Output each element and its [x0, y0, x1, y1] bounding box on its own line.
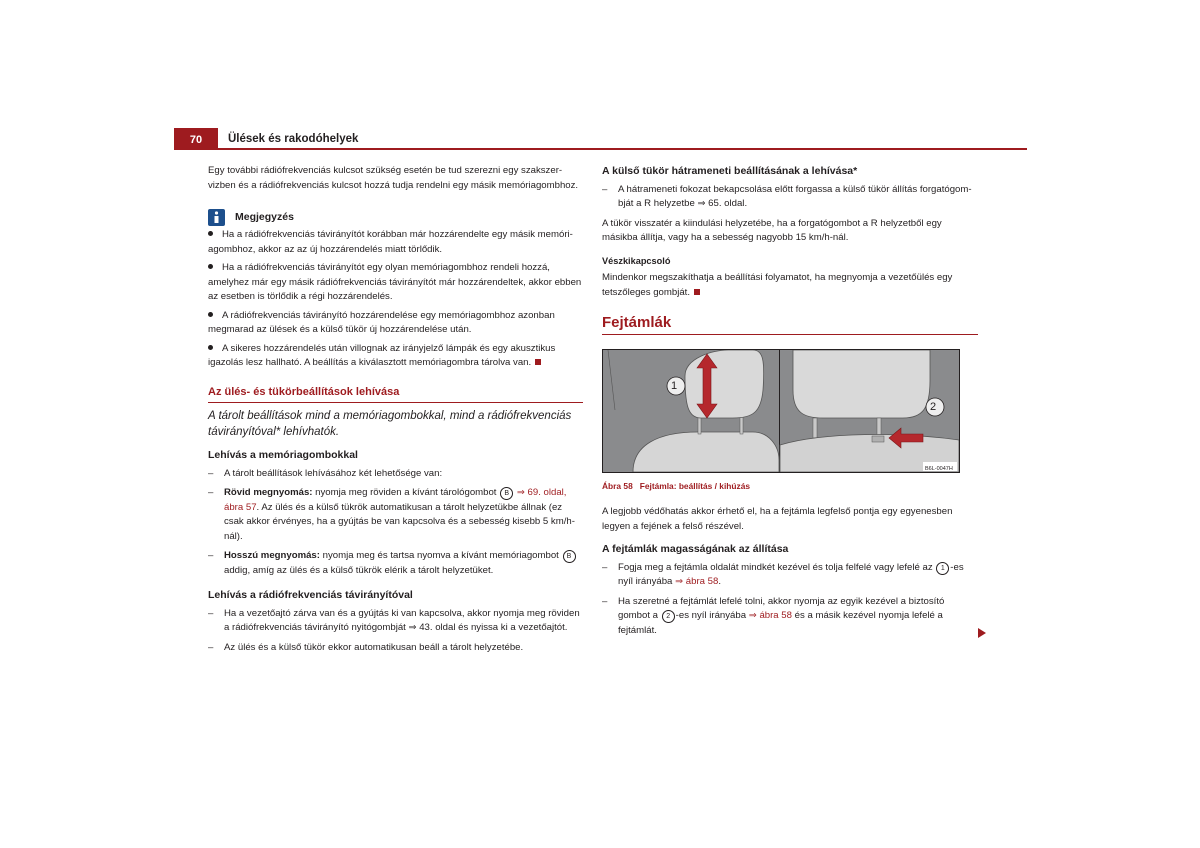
- button-b-marker: B: [563, 550, 576, 563]
- memory-buttons-title: Lehívás a memóriagombokkal: [208, 449, 358, 461]
- list-item: [602, 561, 978, 590]
- page-number: 70: [174, 128, 218, 149]
- figure-label-1: 1: [671, 379, 678, 392]
- caption-prefix: Ábra 58: [602, 480, 633, 491]
- end-marker: [694, 289, 700, 295]
- list-item: – Ha a vezetőajtó zárva van és a gyújtás ki van kapcsolva, akkor nyomja meg röviden a rádiófrekvenciás távirányító nyitógombját ⇒ 43. oldal és nyissa ki a vezetőajtót.: [208, 607, 583, 636]
- list-item: [602, 595, 978, 639]
- figure-caption: [602, 479, 978, 494]
- short-press-label: Rövid megnyomás:: [224, 487, 313, 498]
- figure-code: B6L-0047H: [925, 465, 953, 472]
- list-text: nyomja meg és tartsa nyomva a kívánt memóriagombot: [319, 550, 562, 561]
- list-item: – A tárolt beállítások lehívásához két lehetősége van:: [208, 467, 583, 482]
- page-header: [174, 128, 1027, 149]
- intro-paragraph: Egy további rádiófrekvenciás kulcsot szükség esetén be tud szerezni egy szakszervizben és a rádiófrekvenciás kulcsot hozzá tudja rendelni egy másik memóriagombhoz.: [208, 165, 579, 191]
- list-text: -es nyíl irányába: [618, 561, 964, 587]
- bullet-dot: [208, 264, 213, 269]
- left-column: [208, 164, 583, 660]
- note-title: Megjegyzés: [235, 211, 294, 224]
- emergency-title: Vészkikapcsoló: [602, 255, 671, 266]
- right-column: [602, 164, 978, 643]
- continue-arrow-icon: [978, 628, 986, 638]
- list-text: nyomja meg röviden a kívánt tárológombot: [312, 487, 500, 498]
- note-bullet: [208, 261, 583, 305]
- note-bullet-text: A sikeres hozzárendelés után villognak az irányjelző lámpák és egy akusztikus igazolás lesz hallható. A beállítás a kiválasztott memóriagombra tárolva van.: [208, 342, 556, 368]
- recall-heading: Az ülés- és tükörbeállítások lehívása: [208, 385, 583, 404]
- headrest-figure: [602, 349, 960, 473]
- bullet-dot: [208, 231, 213, 236]
- headrest-illustration: [603, 350, 959, 472]
- list-item: – Az ülés és a külső tükör ekkor automatikusan beáll a tárolt helyzetébe.: [208, 641, 583, 656]
- mirror-paragraph: A tükör visszatér a kiindulási helyzetébe, ha a forgatógombot a R helyzetből egy másikba állítja, vagy ha a sebesség nagyobb 15 km/h-nál.: [602, 217, 942, 243]
- list-text: .: [718, 576, 721, 587]
- list-text: Fogja meg a fejtámla oldalát mindkét kezével és tolja felfelé vagy lefelé az: [618, 561, 936, 573]
- list-text: -es nyíl irányába: [675, 610, 749, 621]
- note-bullet-text: A rádiófrekvenciás távirányító hozzárendelése egy memóriagombhoz azonban megmarad az ülések és a külső tükör új hozzárendelése után.: [208, 309, 555, 335]
- figure-label-2: 2: [930, 400, 937, 413]
- button-b-marker: B: [500, 487, 513, 500]
- emergency-text: Mindenkor megszakíthatja a beállítási folyamatot, ha megnyomja a vezetőülés egy tetszőleges gombját.: [602, 272, 953, 298]
- emergency-paragraph: [602, 271, 978, 300]
- page-reference-link[interactable]: ⇒ 69. oldal, ábra 57: [224, 487, 567, 513]
- bullet-dot: [208, 345, 213, 350]
- note-bullet: [208, 228, 583, 257]
- arrow-1-marker: 1: [936, 562, 949, 575]
- note-bullet-text: Ha a rádiófrekvenciás távirányítót korábban már hozzárendelte egy másik memóriagombhoz, akkor az az új hozzárendelés miatt törlődik.: [208, 229, 573, 255]
- info-icon: [208, 209, 225, 226]
- mirror-title: A külső tükör hátrameneti beállításának a lehívása*: [602, 165, 858, 177]
- list-item: [208, 549, 583, 578]
- list-text: és a másik kezével nyomja lefelé a fejtámlát.: [618, 610, 943, 636]
- arrow-2-marker: 2: [662, 610, 675, 623]
- remote-title: Lehívás a rádiófrekvenciás távirányítóval: [208, 589, 413, 601]
- caption-text: Fejtámla: beállítás / kihúzás: [639, 480, 751, 491]
- headrests-title: Fejtámlák: [602, 316, 978, 335]
- list-item: [208, 486, 583, 544]
- note-header: [208, 209, 583, 226]
- list-text: Ha szeretné a fejtámlát lefelé tolni, akkor nyomja az egyik kezével a biztosító gombot a: [618, 595, 945, 621]
- note-bullet: [208, 309, 583, 338]
- list-text: addig, amíg az ülés és a külső tükrök elérik a tárolt helyzetüket.: [224, 564, 494, 576]
- headrest-paragraph: A legjobb védőhatás akkor érhető el, ha a fejtámla legfelső pontja egy egyenesben legyen a fejének a felső részével.: [602, 506, 953, 532]
- adjust-title: A fejtámlák magasságának az állítása: [602, 543, 789, 555]
- figure-reference-link[interactable]: ⇒ ábra 58: [748, 610, 792, 621]
- figure-reference-link[interactable]: ⇒ ábra 58: [675, 576, 719, 587]
- note-bullet: [208, 342, 583, 371]
- list-text: . Az ülés és a külső tükrök automatikusan a tárolt helyzetükbe állnak (ez csak akkor érvényes, ha a gyújtás be van kapcsolva és a sebesség kisebb 5 km/h-nál).: [224, 501, 575, 542]
- bullet-dot: [208, 312, 213, 317]
- end-marker: [535, 359, 541, 365]
- note-bullet-text: Ha a rádiófrekvenciás távirányítót egy olyan memóriagombhoz rendeli hozzá, amelyhez már egy másik rádiófrekvenciás távirányítót már hozzárendeltek, akkor ebben az esetben is törlődik a régi hozzárendelés.: [208, 262, 582, 302]
- header-rule: [174, 148, 1027, 150]
- recall-intro: A tárolt beállítások mind a memóriagombokkal, mind a rádiófrekvenciás távirányítóval* lehívhatók.: [208, 410, 572, 438]
- long-press-label: Hosszú megnyomás:: [224, 550, 320, 561]
- list-item: – A hátrameneti fokozat bekapcsolása előtt forgassa a külső tükör állítás forgatógombját a R helyzetbe ⇒ 65. oldal.: [602, 183, 978, 212]
- section-title: Ülések és rakodóhelyek: [228, 133, 359, 145]
